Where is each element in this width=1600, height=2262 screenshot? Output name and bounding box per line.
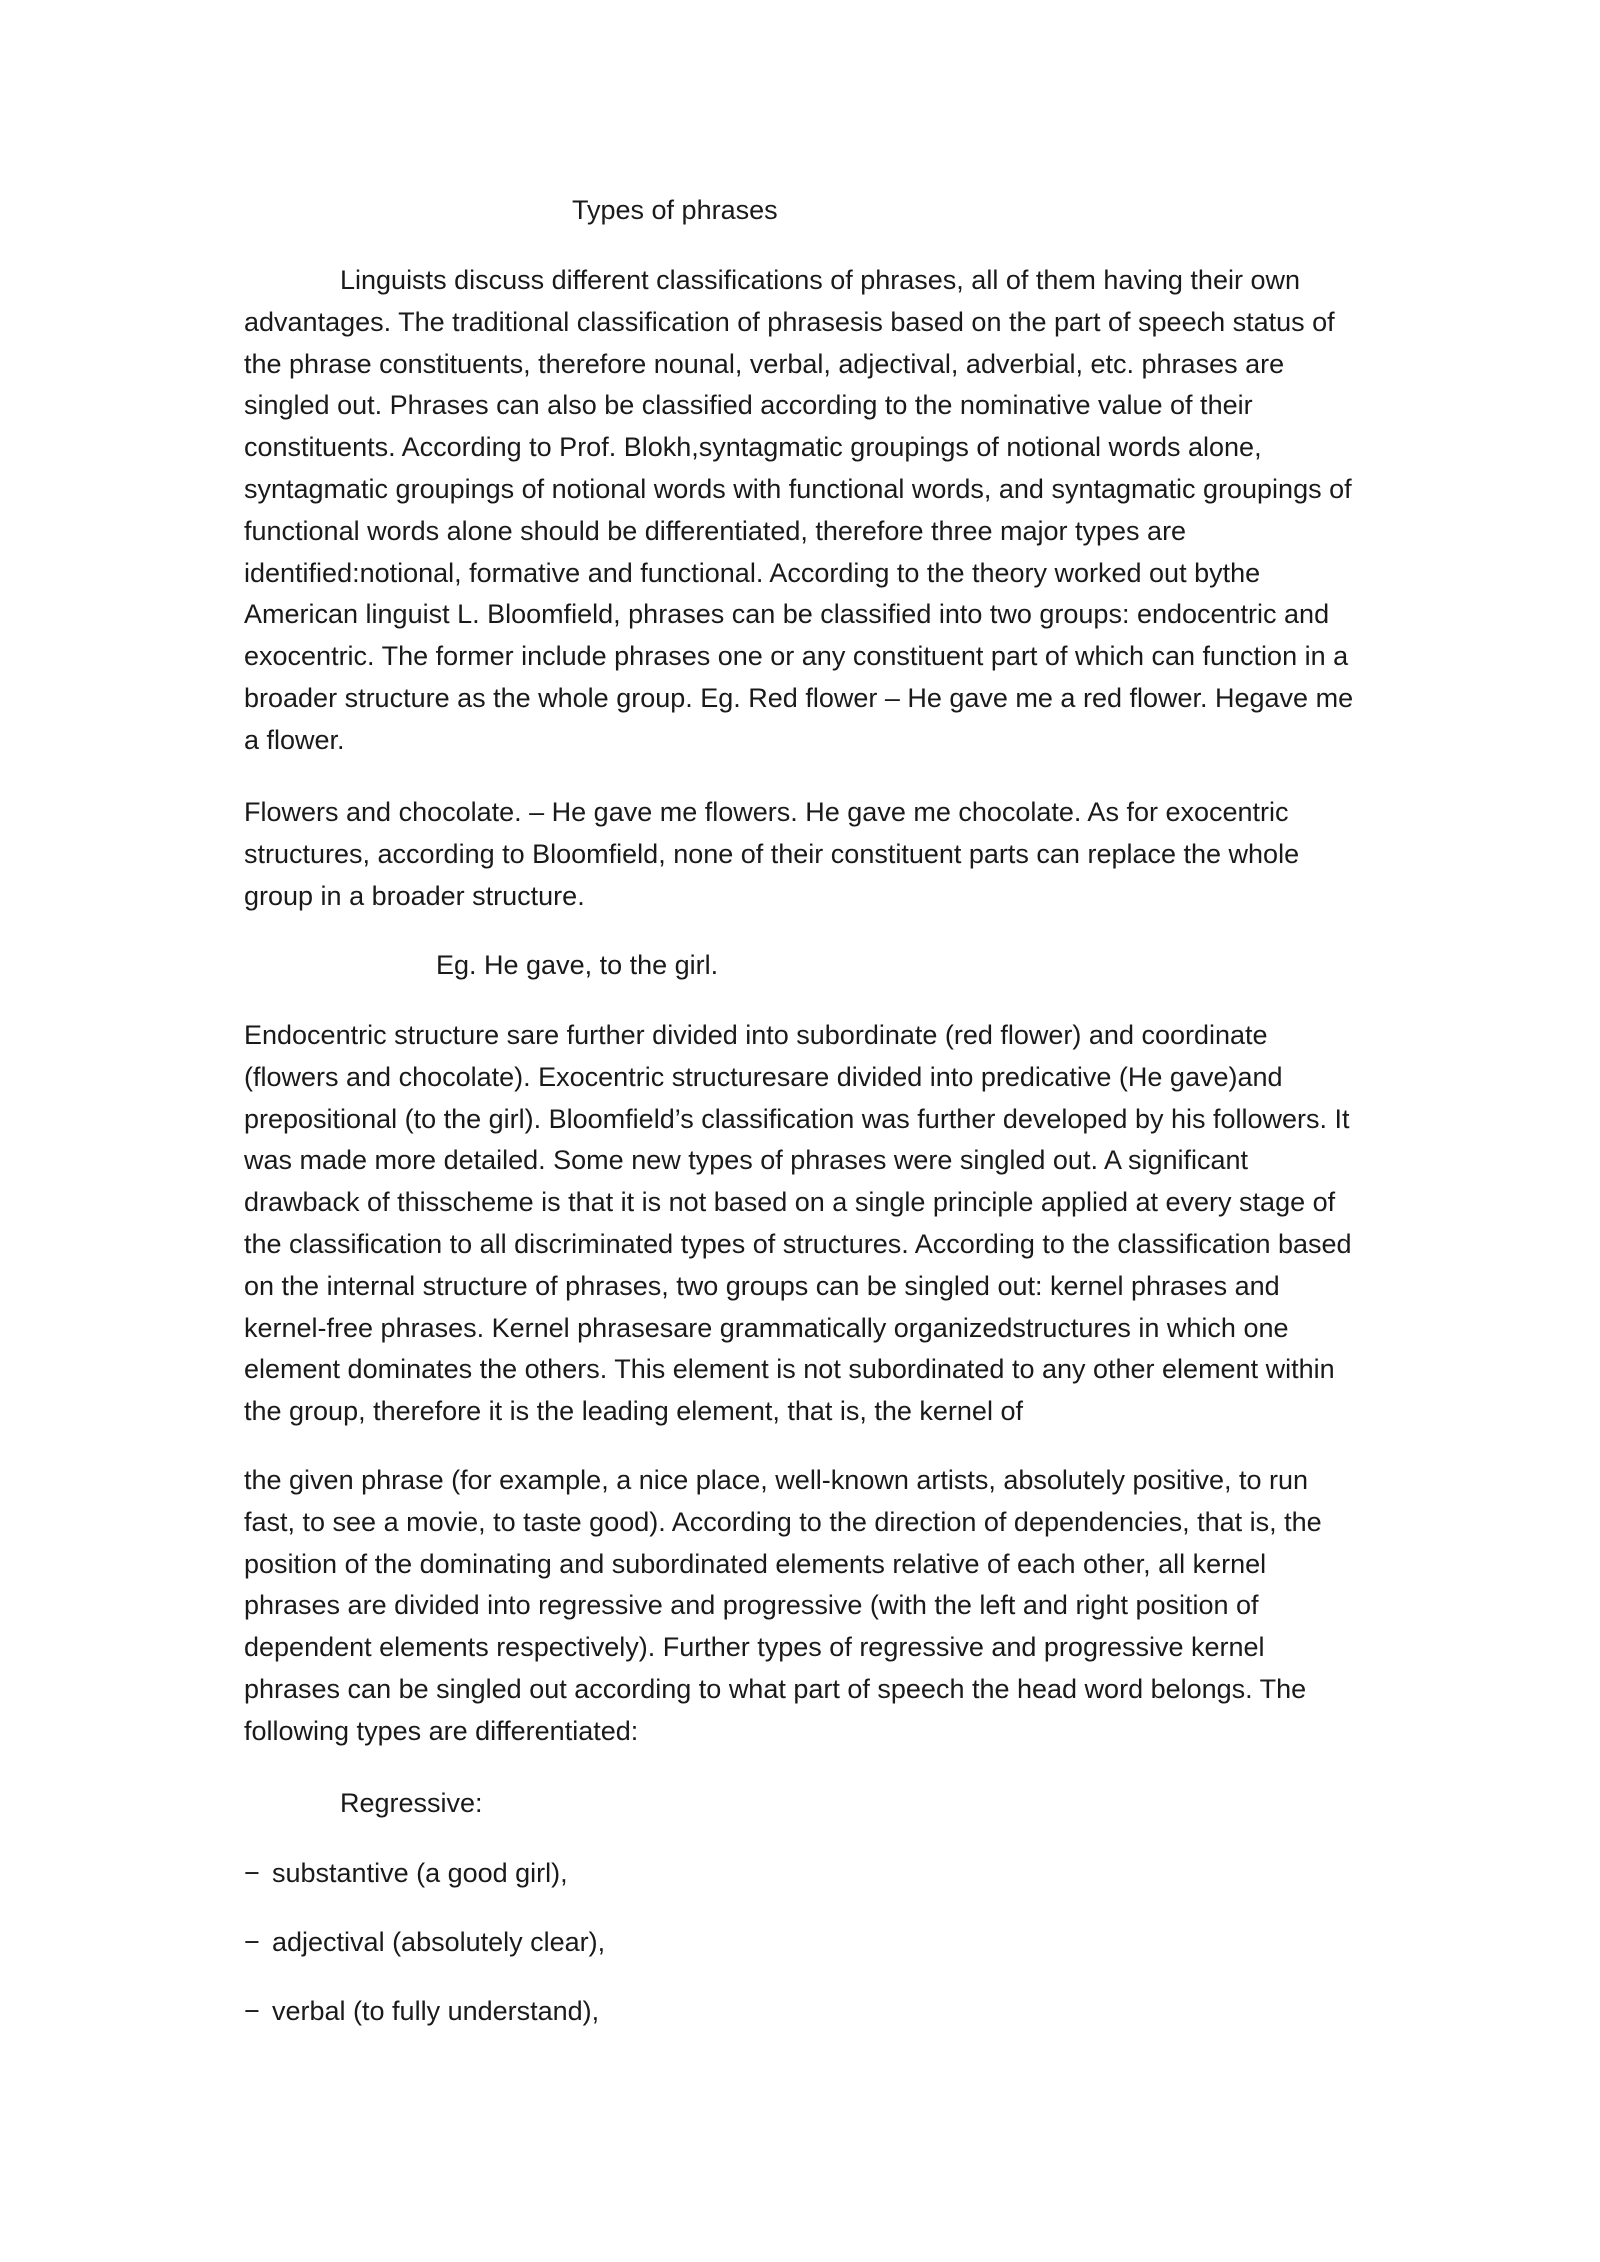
list-dash: − bbox=[244, 1996, 260, 2026]
document-title: Types of phrases bbox=[572, 195, 778, 225]
paragraph-2: Flowers and chocolate. – He gave me flowers. He gave me chocolate. As for exocentric structures, according to Bloomfield, none of their constituent parts can replace the whole group in a broader structure. bbox=[244, 797, 1300, 911]
list-dash: − bbox=[244, 1858, 260, 1888]
example-line: Eg. He gave, to the girl. bbox=[436, 950, 719, 980]
regressive-heading: Regressive: bbox=[340, 1788, 483, 1818]
list-dash: − bbox=[244, 1927, 260, 1957]
list-item-text: adjectival (absolutely clear), bbox=[272, 1927, 606, 1957]
list-item-text: substantive (a good girl), bbox=[272, 1858, 568, 1888]
paragraph-1 bbox=[244, 260, 1364, 762]
list-item bbox=[244, 1922, 1364, 1964]
paragraph-4: the given phrase (for example, a nice place, well-known artists, absolutely positive, to run fast, to see a movie, to taste good). According to the direction of dependencies, that is, the position of the dominating and subordinated elements relative of each other, all kernel phrases are divided into regressive and progressive (with the left and right position of dependent elements respectively). Further types of regressive and progressive kernel phrases can be singled out according to what part of speech the head word belongs. The following types are differentiated: bbox=[244, 1465, 1322, 1746]
list-item-text: verbal (to fully understand), bbox=[272, 1996, 600, 2026]
list-item bbox=[244, 1991, 1364, 2033]
paragraph-3: Endocentric structure sare further divided into subordinate (red flower) and coordinate (flowers and chocolate). Exocentric structuresare divided into predicative (He gave)and prepositional (to the girl). Bloomfield’s classification was further developed by his followers. It was made more detailed. Some new types of phrases were singled out. A significant drawback of thisscheme is that it is not based on a single principle applied at every stage of the classification to all discriminated types of structures. According to the classification based on the internal structure of phrases, two groups can be singled out: kernel phrases and kernel-free phrases. Kernel phrasesare grammatically organizedstructures in which one element dominates the others. This element is not subordinated to any other element within the group, therefore it is the leading element, that is, the kernel of bbox=[244, 1020, 1352, 1427]
paragraph-1-text: Linguists discuss different classifications of phrases, all of them having their own advantages. The traditional classification of phrasesis based on the part of speech status of the phrase constituents, therefore nounal, verbal, adjectival, adverbial, etc. phrases are singled out. Phrases can also be classified according to the nominative value of their constituents. According to Prof. Blokh,syntagmatic groupings of notional words alone, syntagmatic groupings of notional words with functional words, and syntagmatic groupings of functional words alone should be differentiated, therefore three major types are identified:notional, formative and functional. According to the theory worked out bythe American linguist L. Bloomfield, phrases can be classified into two groups: endocentric and exocentric. The former include phrases one or any constituent part of which can function in a broader structure as the whole group. Eg. Red flower – He gave me a red flower. Hegave me a flower. bbox=[244, 265, 1354, 755]
list-item bbox=[244, 1853, 1364, 1895]
